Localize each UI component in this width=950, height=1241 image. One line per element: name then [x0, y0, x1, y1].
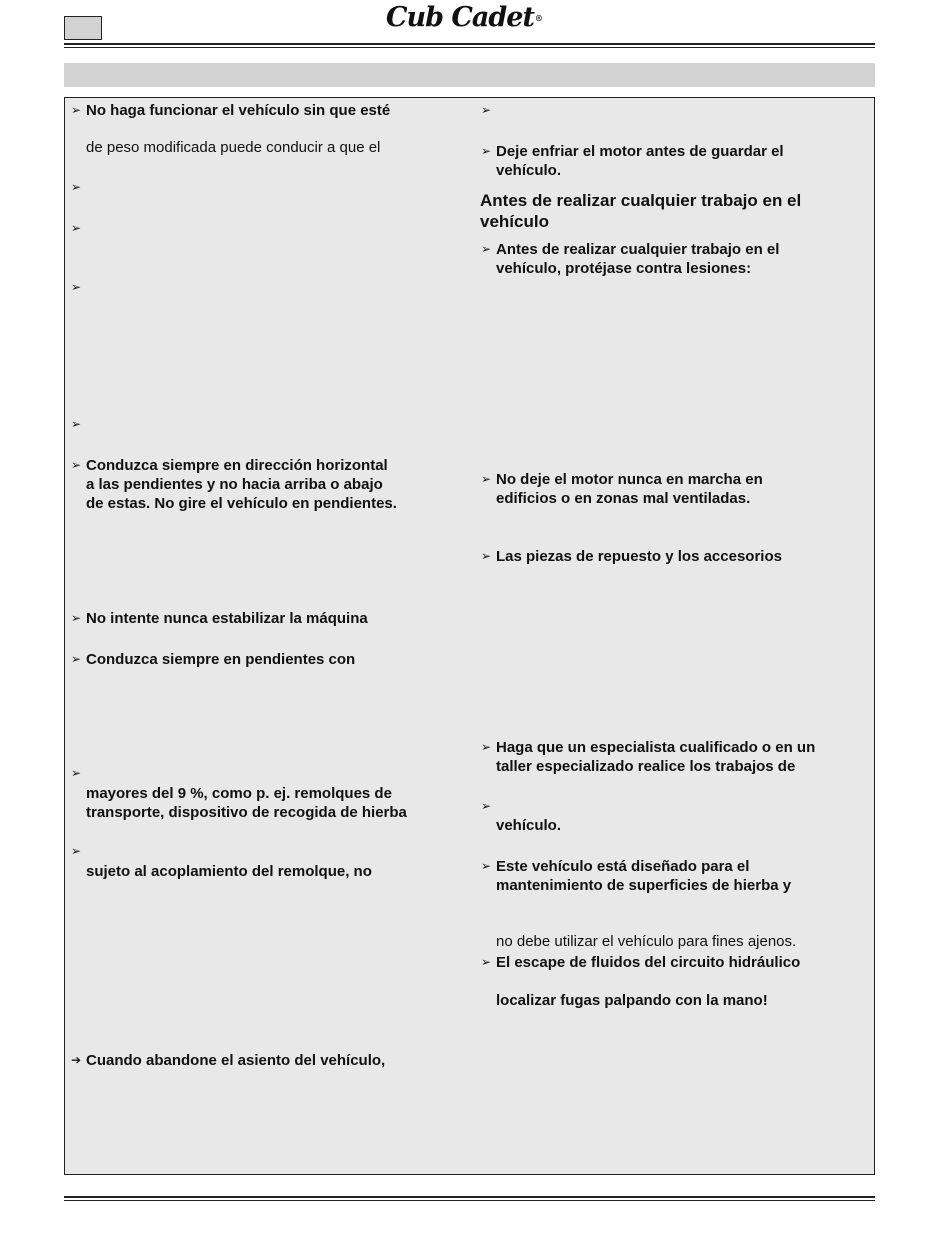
arrowhead-bullet-icon: ➢ [71, 417, 82, 431]
arrowhead-bullet-icon: ➢ [481, 859, 492, 873]
list-item: ➢ El escape de fluidos del circuito hidráulico [481, 954, 801, 971]
list-item: ➢ Este vehículo está diseñado para el mantenimiento de superficies de hierba y [481, 858, 792, 894]
section-heading: Antes de realizar cualquier trabajo en el vehículo [480, 191, 802, 231]
arrowhead-bullet-icon: ➢ [481, 144, 492, 158]
list-item-continuation: localizar fugas palpando con la mano! [496, 992, 768, 1009]
header-rule [64, 43, 875, 45]
list-item: ➢ Haga que un especialista cualificado o en un taller especializado realice los trabajos de [481, 739, 816, 775]
list-item-continuation: mayores del 9 %, como p. ej. remolques de transporte, dispositivo de recogida de hierba [86, 785, 407, 821]
list-item: ➢ Las piezas de repuesto y los accesorios [481, 548, 782, 565]
footer-rule [64, 1196, 875, 1198]
header-rule-thin [64, 47, 875, 48]
arrowhead-bullet-icon: ➢ [71, 180, 82, 194]
list-item-continuation: vehículo. [496, 817, 562, 834]
list-item: ➢ No haga funcionar el vehículo sin que esté [71, 102, 391, 119]
arrowhead-bullet-icon: ➢ [71, 766, 82, 780]
arrowhead-bullet-icon: ➢ [71, 221, 82, 235]
arrowhead-bullet-icon: ➢ [481, 103, 492, 117]
page-number-box [64, 16, 102, 40]
list-item: ➢ Conduzca siempre en dirección horizontal a las pendientes y no hacia arriba o abajo de estas. No gire el vehículo en pendientes. [71, 457, 397, 512]
list-item: ➢ No deje el motor nunca en marcha en edificios o en zonas mal ventiladas. [481, 471, 763, 507]
section-title-band [64, 63, 875, 87]
list-item: ➢ Deje enfriar el motor antes de guardar el vehículo. [481, 143, 784, 179]
arrowhead-bullet-icon: ➢ [71, 611, 82, 625]
list-item: ➢ Antes de realizar cualquier trabajo en el vehículo, protéjase contra lesiones: [481, 241, 780, 277]
arrowhead-bullet-icon: ➢ [71, 280, 82, 294]
cub-cadet-logo: Cub Cadet® [386, 2, 542, 33]
list-item-continuation: de peso modificada puede conducir a que el [86, 139, 381, 156]
arrowhead-bullet-icon: ➢ [481, 472, 492, 486]
arrow-bullet-icon: ➔ [71, 1053, 82, 1067]
arrowhead-bullet-icon: ➢ [71, 103, 82, 117]
arrowhead-bullet-icon: ➢ [71, 652, 82, 666]
arrowhead-bullet-icon: ➢ [481, 799, 492, 813]
footer-rule-thin [64, 1200, 875, 1201]
arrowhead-bullet-icon: ➢ [481, 242, 492, 256]
arrowhead-bullet-icon: ➢ [71, 844, 82, 858]
list-item: ➢ Conduzca siempre en pendientes con [71, 651, 356, 668]
list-item-continuation: no debe utilizar el vehículo para fines ajenos. [496, 933, 797, 950]
list-item: ➢ No intente nunca estabilizar la máquina [71, 610, 368, 627]
arrowhead-bullet-icon: ➢ [481, 955, 492, 969]
arrowhead-bullet-icon: ➢ [481, 740, 492, 754]
arrowhead-bullet-icon: ➢ [481, 549, 492, 563]
arrowhead-bullet-icon: ➢ [71, 458, 82, 472]
list-item: ➔ Cuando abandone el asiento del vehículo, [71, 1052, 386, 1069]
list-item-continuation: sujeto al acoplamiento del remolque, no [86, 863, 372, 880]
